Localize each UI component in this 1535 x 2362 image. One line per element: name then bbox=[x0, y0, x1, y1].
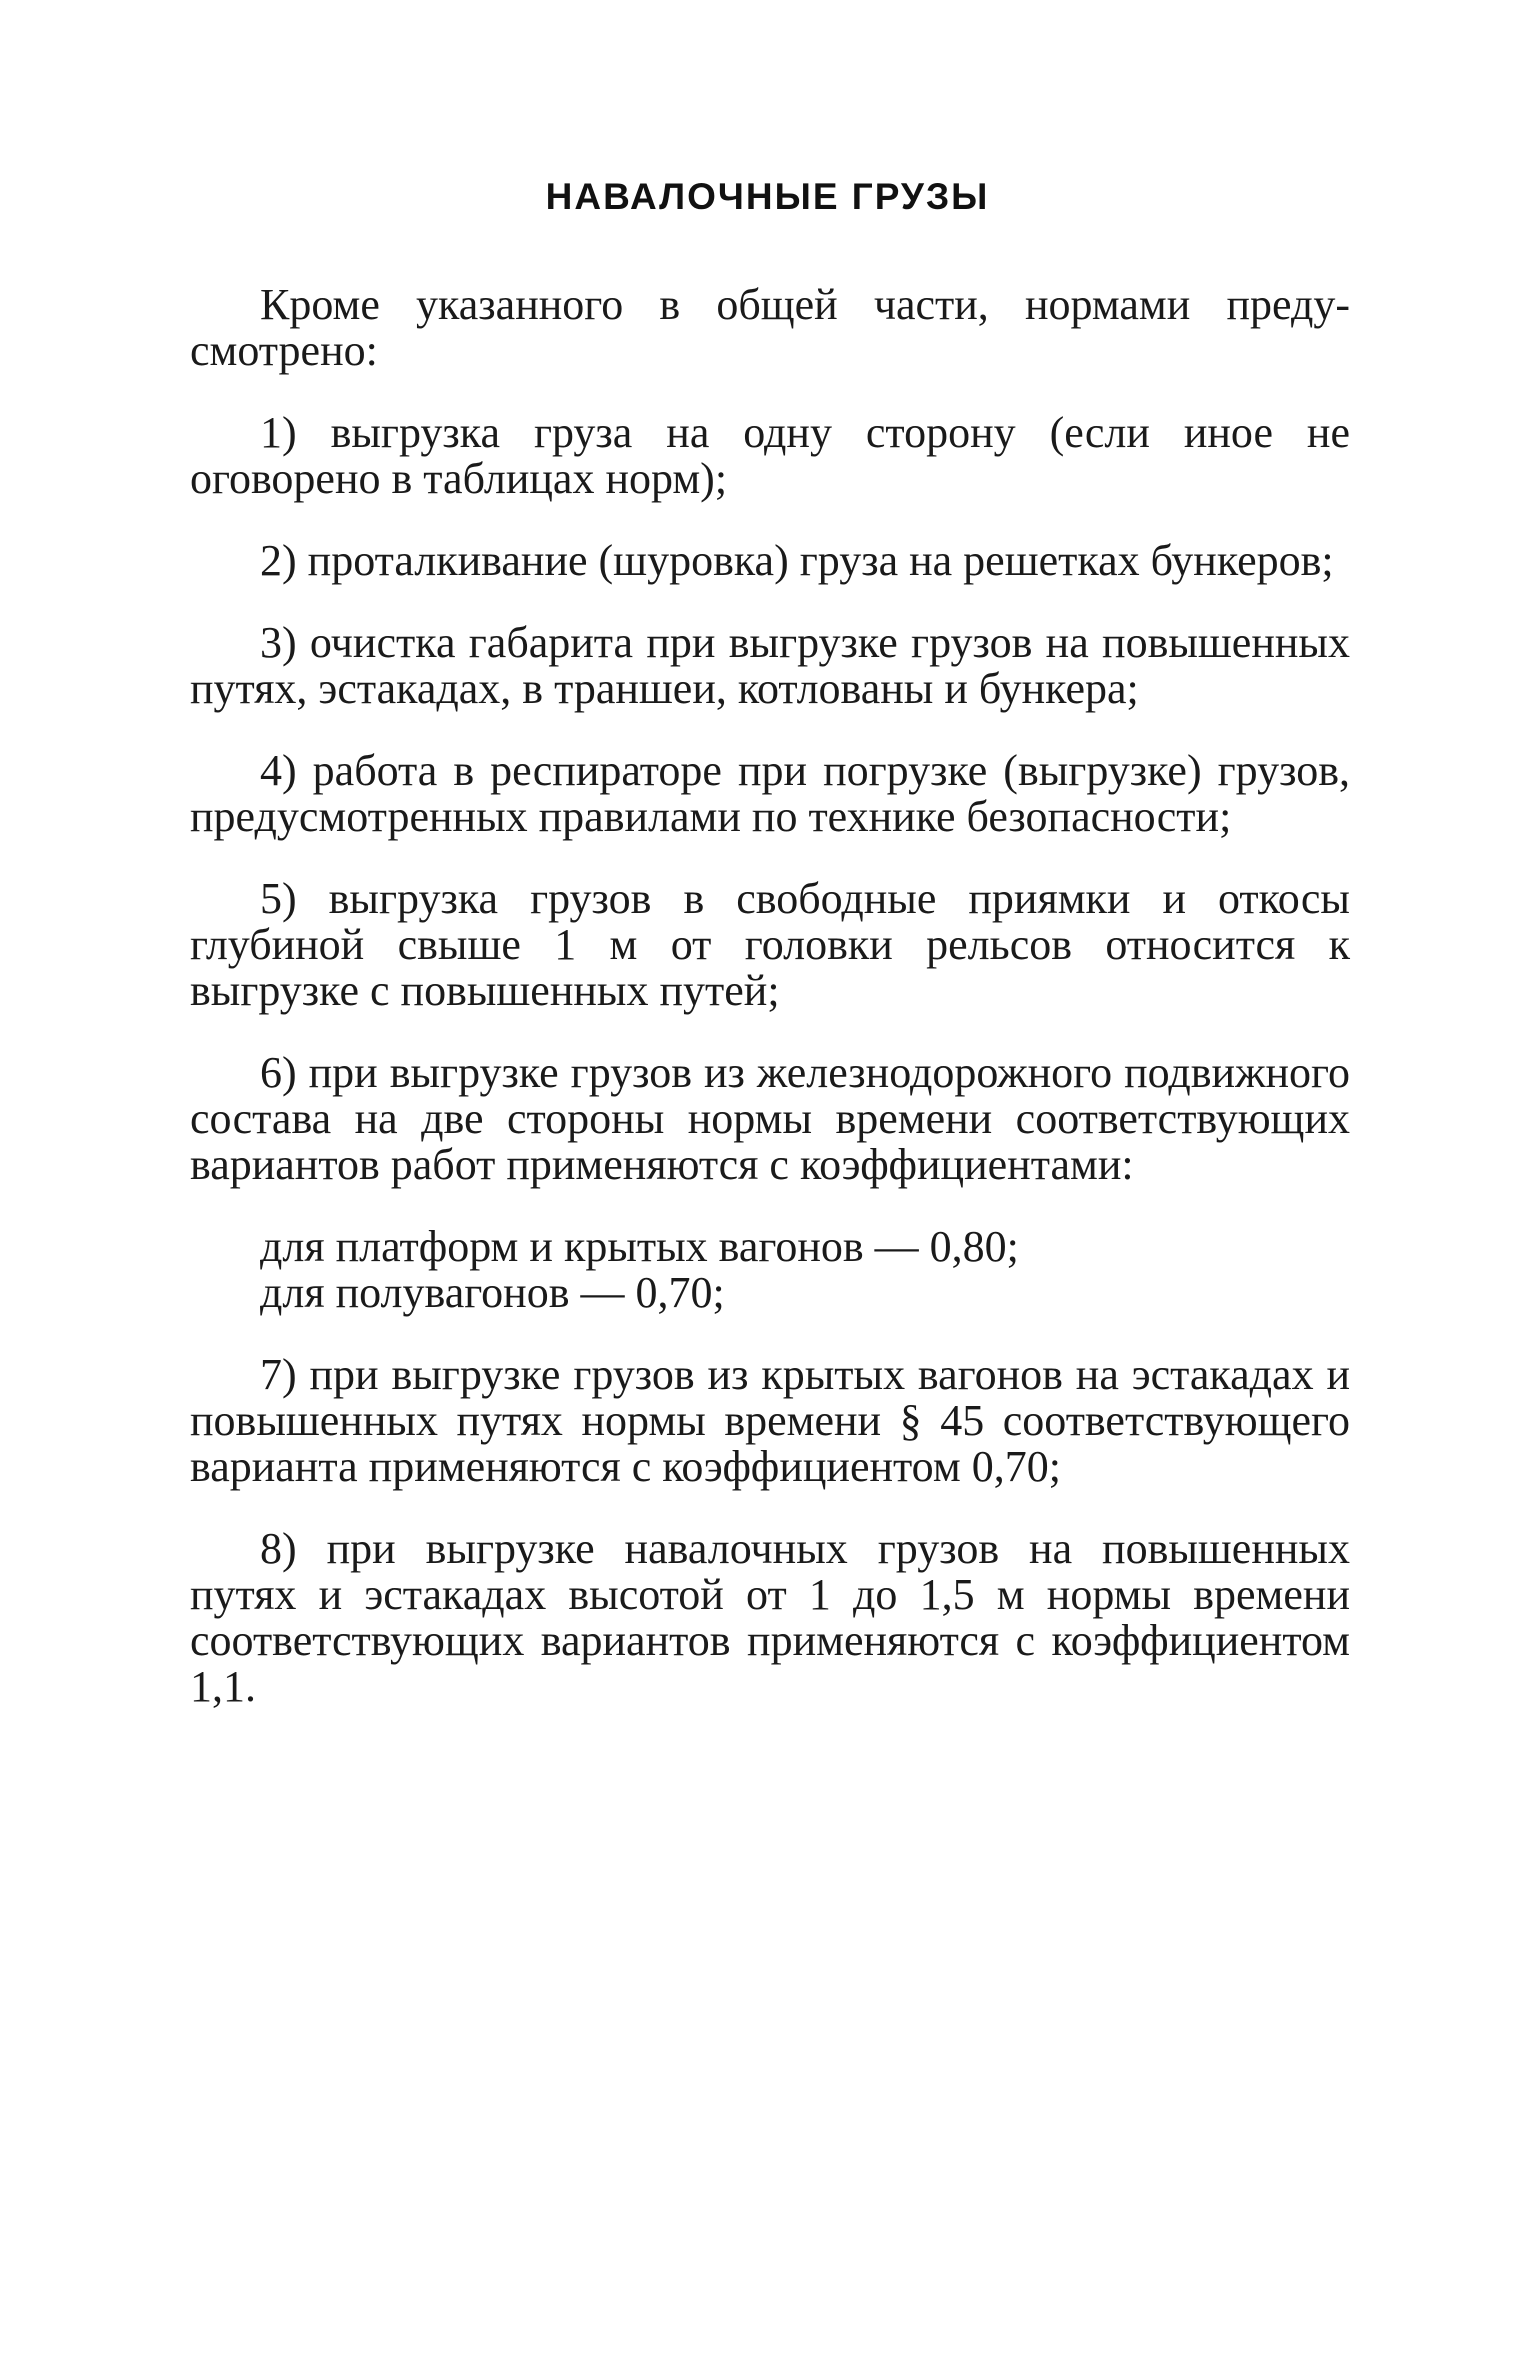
coefficient-gondolas: для полувагонов — 0,70; bbox=[260, 1268, 725, 1317]
list-item-3: 3) очистка габарита при выгрузке грузов на повышенных путях, эстакадах, в траншеи, котлованы и бункера; bbox=[190, 618, 1350, 713]
list-item-8: 8) при выгрузке навалочных грузов на повышенных путях и эстакадах высотой от 1 до 1,5 м нормы времени соответствующих вариантов применяются с коэффициентом 1,1. bbox=[190, 1524, 1350, 1711]
coefficient-platforms: для платформ и крытых вагонов — 0,80; bbox=[260, 1222, 1019, 1271]
list-item-2: 2) проталкивание (шуровка) груза на решетках бункеров; bbox=[260, 536, 1334, 585]
list-item-4: 4) работа в респираторе при погрузке (выгрузке) грузов, предусмотренных правилами по технике безопасности; bbox=[190, 746, 1350, 841]
document-body bbox=[190, 282, 1350, 1746]
list-item-5: 5) выгрузка грузов в свободные приямки и откосы глубиной свыше 1 м от головки рельсов относится к выгрузке с повышенных путей; bbox=[190, 874, 1350, 1015]
list-item-1: 1) выгрузка груза на одну сторону (если иное не оговорено в таблицах норм); bbox=[190, 408, 1350, 503]
page-title: НАВАЛОЧНЫЕ ГРУЗЫ bbox=[545, 176, 990, 217]
intro-paragraph: Кроме указанного в общей части, нормами предусмотрено: bbox=[190, 280, 1350, 375]
list-item-6: 6) при выгрузке грузов из железнодорожного подвижного состава на две стороны нормы времени соответствующих вариантов работ применяются с коэффициентами: bbox=[190, 1048, 1350, 1189]
list-item-7: 7) при выгрузке грузов из крытых вагонов на эстакадах и повышенных путях нормы времени § 45 соответствующего варианта применяются с коэффициентом 0,70; bbox=[190, 1350, 1350, 1491]
coefficient-list bbox=[190, 1224, 1350, 1316]
